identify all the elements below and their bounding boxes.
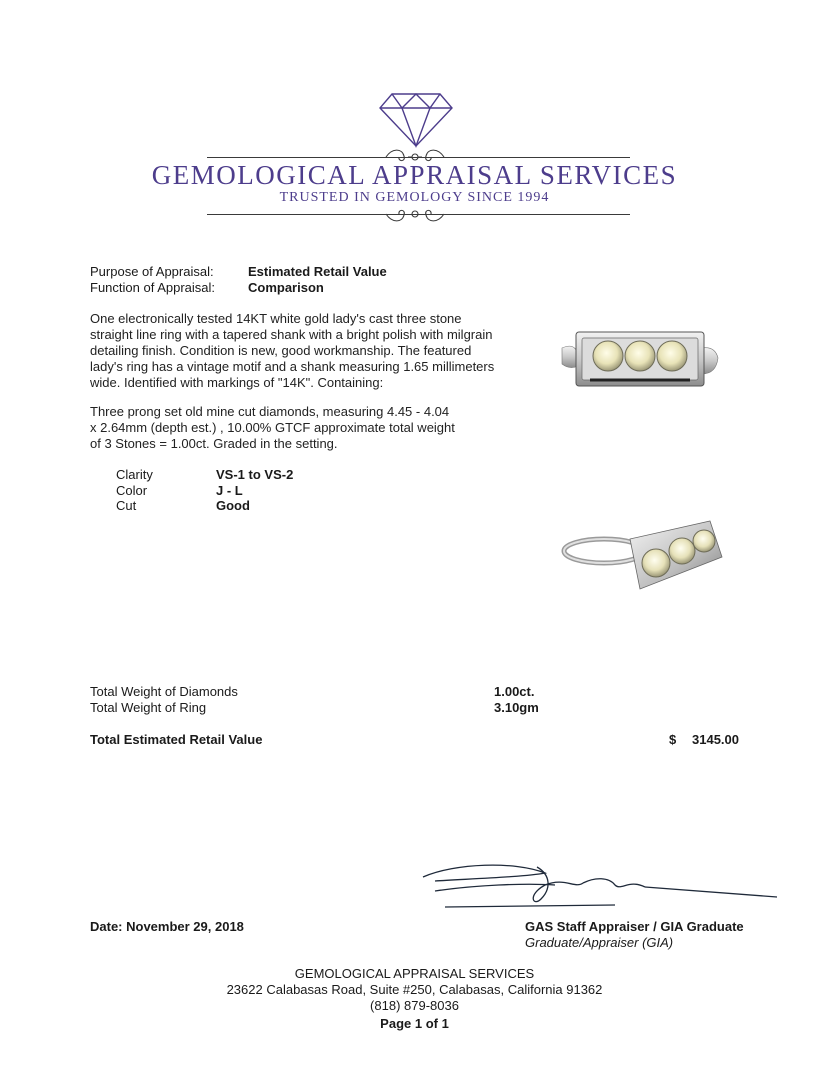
ring-weight-value: 3.10gm xyxy=(494,700,539,715)
description-line: detailing finish. Condition is new, good workmanship. The featured xyxy=(90,343,472,358)
description-line: wide. Identified with markings of "14K". Containing: xyxy=(90,375,384,390)
diamond-weight-label: Total Weight of Diamonds xyxy=(90,684,238,699)
diamond-line: Three prong set old mine cut diamonds, measuring 4.45 - 4.04 xyxy=(90,404,450,419)
flourish-bottom-icon xyxy=(382,203,448,225)
diamond-description xyxy=(90,404,530,452)
company-tagline: TRUSTED IN GEMOLOGY SINCE 1994 xyxy=(279,190,550,205)
appraiser-signature xyxy=(415,855,785,915)
description-line: lady's ring has a vintage motif and a shank measuring 1.65 millimeters xyxy=(90,359,495,374)
footer-phone: (818) 879-8036 xyxy=(370,998,459,1013)
total-label: Total Estimated Retail Value xyxy=(90,732,263,747)
diamond-line: of 3 Stones = 1.00ct. Graded in the setting. xyxy=(90,436,338,451)
footer-company: GEMOLOGICAL APPRAISAL SERVICES xyxy=(294,966,535,981)
clarity-value: VS-1 to VS-2 xyxy=(216,467,294,482)
cut-label: Cut xyxy=(116,498,137,513)
function-value: Comparison xyxy=(248,280,324,295)
color-label: Color xyxy=(116,483,148,498)
clarity-label: Clarity xyxy=(116,467,153,482)
ring-photo-top xyxy=(560,318,720,400)
description-line: One electronically tested 14KT white gold lady's cast three stone xyxy=(90,311,462,326)
description-line: straight line ring with a tapered shank with a bright polish with milgrain xyxy=(90,327,493,342)
item-description xyxy=(90,311,530,391)
diamond-line: x 2.64mm (depth est.) , 10.00% GTCF approximate total weight xyxy=(90,420,455,435)
ring-weight-label: Total Weight of Ring xyxy=(90,700,207,715)
appraiser-subtitle: Graduate/Appraiser (GIA) xyxy=(525,935,674,950)
cut-value: Good xyxy=(216,498,250,513)
purpose-label: Purpose of Appraisal: xyxy=(90,264,214,279)
appraiser-title: GAS Staff Appraiser / GIA Graduate xyxy=(525,919,744,934)
total-value: 3145.00 xyxy=(692,732,739,747)
appraisal-date: Date: November 29, 2018 xyxy=(90,919,244,934)
diamond-weight-value: 1.00ct. xyxy=(494,684,535,699)
ring-photo-angle xyxy=(560,517,728,595)
company-title: GEMOLOGICAL APPRAISAL SERVICES xyxy=(151,160,678,190)
purpose-value: Estimated Retail Value xyxy=(248,264,387,279)
diamond-logo-icon xyxy=(378,90,454,148)
page-number: Page 1 of 1 xyxy=(380,1016,449,1031)
function-label: Function of Appraisal: xyxy=(90,280,216,295)
footer-address: 23622 Calabasas Road, Suite #250, Calabasas, California 91362 xyxy=(226,982,603,997)
color-value: J - L xyxy=(216,483,243,498)
total-currency: $ xyxy=(669,732,677,747)
